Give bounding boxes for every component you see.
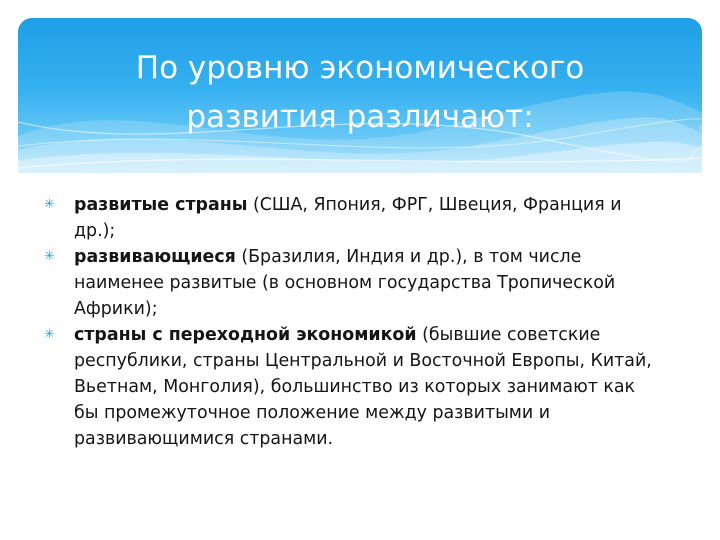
list-item [44,322,654,452]
title-line-1: По уровню экономического [135,50,585,86]
item-text: (бывшие советские республики, страны Центральной и Восточной Европы, Китай, Вьетнам, Монголия), большинство из которых занимают как бы промежуточное положение между развитыми и развивающимися странами. [74,325,652,449]
item-term: страны с переходной экономикой [74,325,417,345]
item-text: (США, Япония, ФРГ, Швеция, Франция и др.); [74,195,622,241]
bullet-list [44,192,654,452]
list-item [44,244,654,322]
asterisk-bullet-icon: ✳ [44,327,55,342]
slide-title [18,44,702,142]
item-term: развивающиеся [74,247,236,267]
item-term: развитые страны [74,195,248,215]
list-item [44,192,654,244]
asterisk-bullet-icon: ✳ [44,197,55,212]
title-banner [18,18,702,173]
title-line-2: развития различают: [186,99,534,135]
asterisk-bullet-icon: ✳ [44,249,55,264]
item-text: (Бразилия, Индия и др.), в том числе наименее развитые (в основном государства Тропической Африки); [74,247,616,319]
